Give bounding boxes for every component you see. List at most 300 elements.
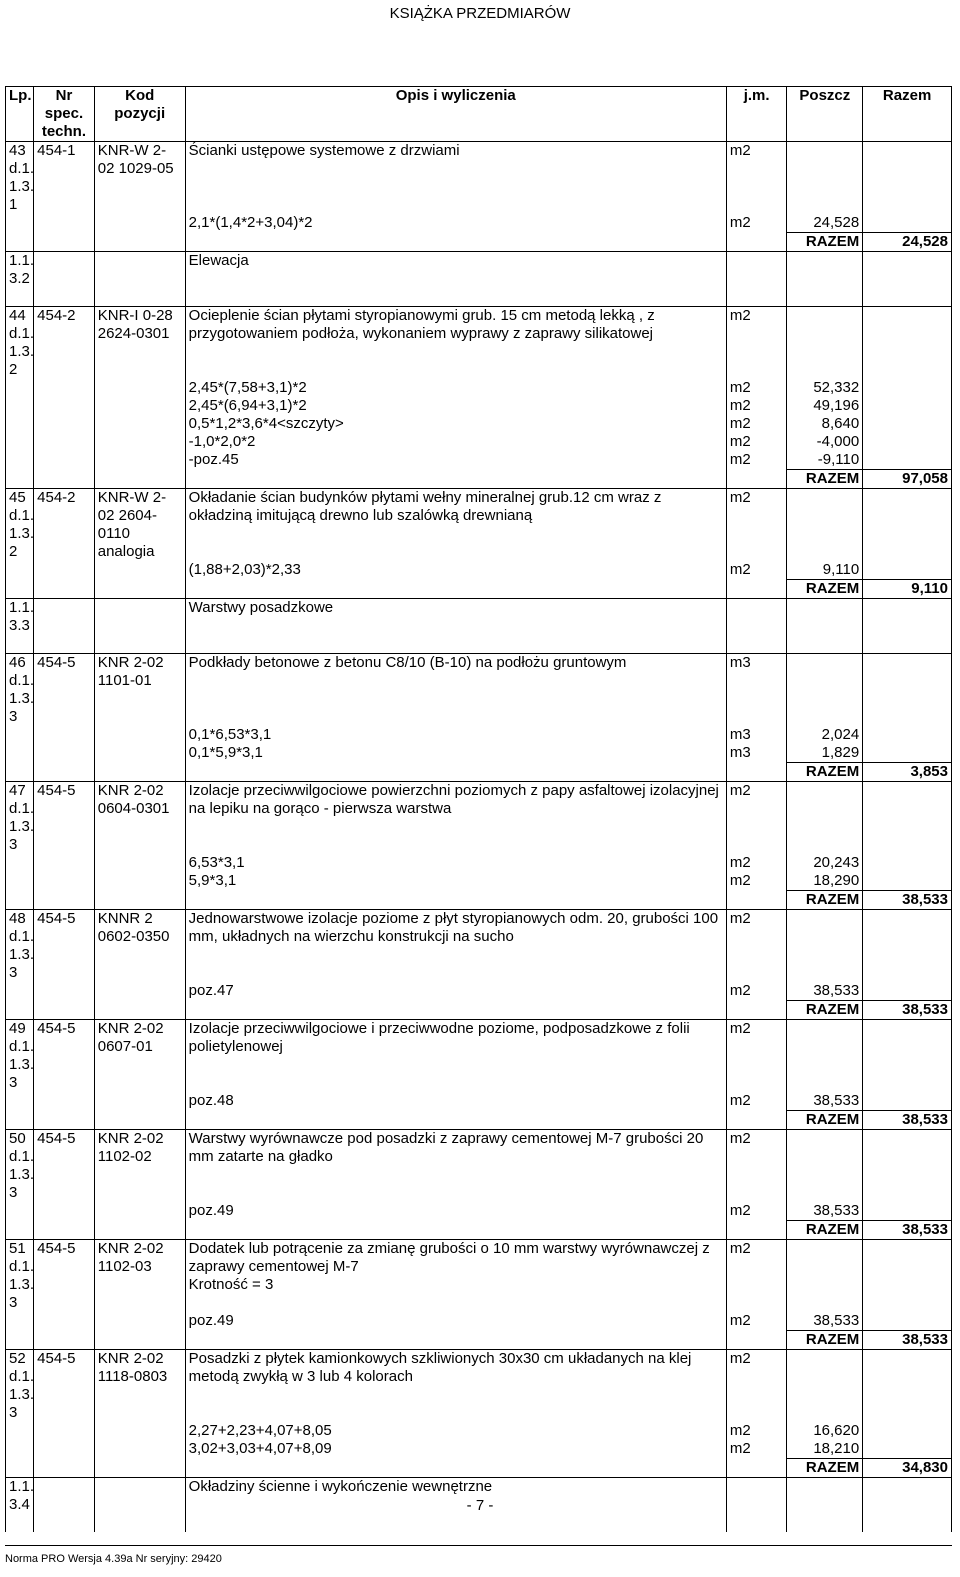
empty-cell [94, 397, 185, 415]
empty-cell [94, 561, 185, 580]
position-jm: m3 [726, 654, 787, 727]
empty-cell [726, 1111, 787, 1130]
empty-cell [94, 744, 185, 763]
empty-cell [6, 635, 34, 654]
razem-label: RAZEM [787, 1459, 863, 1478]
empty-cell [94, 470, 185, 489]
empty-cell [863, 1092, 952, 1111]
calc-value: -4,000 [787, 433, 863, 451]
empty-cell [863, 1350, 952, 1423]
empty-cell [787, 1514, 863, 1532]
empty-cell [34, 744, 95, 763]
razem-label: RAZEM [787, 580, 863, 599]
calc-value: 8,640 [787, 415, 863, 433]
empty-cell [6, 1422, 34, 1440]
empty-cell [863, 379, 952, 397]
position-jm: m2 [726, 1350, 787, 1423]
razem-label: RAZEM [787, 470, 863, 489]
section-lp: 1.1. 3.4 [6, 1478, 34, 1515]
empty-cell [34, 726, 95, 744]
empty-cell [34, 1331, 95, 1350]
calc-jm: m2 [726, 214, 787, 233]
empty-cell [726, 1514, 787, 1532]
empty-cell [6, 726, 34, 744]
empty-cell [6, 397, 34, 415]
calc-jm: m2 [726, 1092, 787, 1111]
position-row [6, 1350, 952, 1423]
empty-cell [726, 233, 787, 252]
razem-row [6, 1331, 952, 1350]
empty-cell [863, 599, 952, 636]
empty-cell [34, 872, 95, 891]
razem-row [6, 233, 952, 252]
empty-cell [787, 1350, 863, 1423]
calc-formula: 2,45*(6,94+3,1)*2 [185, 397, 726, 415]
empty-cell [34, 379, 95, 397]
razem-value: 38,533 [863, 891, 952, 910]
empty-cell [34, 982, 95, 1001]
empty-cell [6, 744, 34, 763]
calc-jm: m2 [726, 415, 787, 433]
empty-cell [863, 782, 952, 855]
empty-cell [34, 1202, 95, 1221]
empty-cell [863, 982, 952, 1001]
position-jm: m2 [726, 782, 787, 855]
empty-cell [726, 288, 787, 307]
calc-value: 24,528 [787, 214, 863, 233]
footer-text: Norma PRO Wersja 4.39a Nr seryjny: 29420 [5, 1553, 222, 1565]
calc-jm: m2 [726, 854, 787, 872]
position-kod: KNR-I 0-28 2624-0301 [94, 307, 185, 380]
empty-cell [6, 288, 34, 307]
empty-cell [34, 1111, 95, 1130]
calc-jm: m2 [726, 451, 787, 470]
position-opis-text: Izolacje przeciwwilgociowe i przeciwwodne poziome, podposadzkowe z folii polietylenowej [188, 1020, 690, 1055]
position-lp: 46 d.1. 1.3. 3 [6, 654, 34, 727]
empty-cell [787, 1020, 863, 1093]
razem-label: RAZEM [787, 1331, 863, 1350]
position-row [6, 782, 952, 855]
empty-cell [94, 288, 185, 307]
empty-cell [94, 635, 185, 654]
empty-cell [726, 891, 787, 910]
razem-row [6, 1221, 952, 1240]
calc-formula: 0,5*1,2*3,6*4<szczyty> [185, 415, 726, 433]
razem-row [6, 1111, 952, 1130]
razem-label: RAZEM [787, 891, 863, 910]
position-opis-text: Dodatek lub potrącenie za zmianę grubości o 10 mm warstwy wyrównawczej z zaprawy cementowej M-7 [188, 1240, 710, 1275]
position-nr-spec: 454-5 [34, 782, 95, 855]
empty-cell [34, 1422, 95, 1440]
empty-cell [6, 415, 34, 433]
position-opis-extra: Krotność = 3 [188, 1276, 274, 1293]
empty-cell [185, 288, 726, 307]
empty-cell [787, 1130, 863, 1203]
empty-cell [863, 142, 952, 215]
calc-formula: 2,27+2,23+4,07+8,05 [185, 1422, 726, 1440]
empty-cell [6, 433, 34, 451]
empty-cell [6, 1111, 34, 1130]
col-nr-spec: Nr spec. techn. [34, 87, 95, 142]
position-jm: m2 [726, 1020, 787, 1093]
przedmiar-table [5, 86, 952, 1532]
calc-row [6, 1312, 952, 1331]
razem-label: RAZEM [787, 763, 863, 782]
empty-cell [185, 1221, 726, 1240]
empty-cell [185, 763, 726, 782]
spacer-row [6, 635, 952, 654]
position-jm: m2 [726, 1130, 787, 1203]
section-title: Okładziny ścienne i wykończenie wewnętrzne [185, 1478, 726, 1515]
position-nr-spec: 454-2 [34, 489, 95, 562]
calc-value: 18,210 [787, 1440, 863, 1459]
razem-row [6, 763, 952, 782]
empty-cell [6, 1202, 34, 1221]
empty-cell [94, 1440, 185, 1459]
empty-cell [34, 763, 95, 782]
razem-value: 38,533 [863, 1111, 952, 1130]
position-kod: KNR 2-02 0604-0301 [94, 782, 185, 855]
empty-cell [863, 252, 952, 289]
empty-cell [787, 910, 863, 983]
position-opis-text: Posadzki z płytek kamionkowych szkliwionych 30x30 cm układanych na klej metodą zwykłą w 3 lub 4 kolorach [188, 1350, 692, 1385]
calc-value: 9,110 [787, 561, 863, 580]
empty-cell [863, 307, 952, 380]
empty-cell [34, 561, 95, 580]
razem-row [6, 1459, 952, 1478]
empty-cell [6, 451, 34, 470]
razem-row [6, 1001, 952, 1020]
empty-cell [94, 1202, 185, 1221]
empty-cell [94, 433, 185, 451]
empty-cell [6, 854, 34, 872]
position-lp: 45 d.1. 1.3. 2 [6, 489, 34, 562]
spacer-row [6, 288, 952, 307]
position-lp: 52 d.1. 1.3. 3 [6, 1350, 34, 1423]
empty-cell [787, 654, 863, 727]
position-nr-spec: 454-5 [34, 910, 95, 983]
calc-value: 49,196 [787, 397, 863, 415]
empty-cell [34, 1312, 95, 1331]
position-jm: m2 [726, 1240, 787, 1313]
empty-cell [6, 1440, 34, 1459]
empty-cell [6, 214, 34, 233]
position-opis [185, 307, 726, 380]
empty-cell [726, 599, 787, 636]
calc-jm: m2 [726, 1440, 787, 1459]
calc-value: 38,533 [787, 982, 863, 1001]
calc-row [6, 726, 952, 744]
empty-cell [94, 1092, 185, 1111]
empty-cell [6, 1221, 34, 1240]
razem-label: RAZEM [787, 1001, 863, 1020]
empty-cell [6, 233, 34, 252]
empty-cell [787, 142, 863, 215]
empty-cell [94, 1111, 185, 1130]
position-opis [185, 1240, 726, 1313]
position-opis-text: Jednowarstwowe izolacje poziome z płyt styropianowych odm. 20, grubości 100 mm, układnych na wierzchu konstrukcji na sucho [188, 910, 719, 945]
calc-jm: m2 [726, 1422, 787, 1440]
empty-cell [726, 1459, 787, 1478]
empty-cell [34, 1001, 95, 1020]
calc-jm: m2 [726, 433, 787, 451]
position-opis-text: Ocieplenie ścian płytami styropianowymi grub. 15 cm metodą lekką , z przygotowaniem podłoża, wykonaniem wyprawy z zaprawy silikatowej [188, 307, 655, 342]
empty-cell [726, 252, 787, 289]
empty-cell [787, 635, 863, 654]
spacer-row [6, 1514, 952, 1532]
position-jm: m2 [726, 142, 787, 215]
calc-formula: (1,88+2,03)*2,33 [185, 561, 726, 580]
empty-cell [94, 233, 185, 252]
calc-formula: 6,53*3,1 [185, 854, 726, 872]
empty-cell [94, 1459, 185, 1478]
razem-value: 24,528 [863, 233, 952, 252]
razem-value: 38,533 [863, 1221, 952, 1240]
position-nr-spec: 454-5 [34, 1130, 95, 1203]
calc-row [6, 561, 952, 580]
position-opis [185, 1130, 726, 1203]
empty-cell [863, 415, 952, 433]
section-row [6, 599, 952, 636]
calc-formula: poz.49 [185, 1202, 726, 1221]
position-kod: KNR 2-02 1102-02 [94, 1130, 185, 1203]
position-lp: 44 d.1. 1.3. 2 [6, 307, 34, 380]
razem-row [6, 470, 952, 489]
empty-cell [863, 214, 952, 233]
empty-cell [94, 580, 185, 599]
position-row [6, 910, 952, 983]
empty-cell [94, 854, 185, 872]
empty-cell [863, 910, 952, 983]
empty-cell [863, 1312, 952, 1331]
calc-value: 18,290 [787, 872, 863, 891]
calc-row [6, 854, 952, 872]
empty-cell [34, 580, 95, 599]
position-row [6, 1020, 952, 1093]
col-jm: j.m. [726, 87, 787, 142]
col-razem: Razem [863, 87, 952, 142]
empty-cell [6, 1001, 34, 1020]
empty-cell [94, 1221, 185, 1240]
calc-formula: poz.48 [185, 1092, 726, 1111]
position-opis-text: Okładanie ścian budynków płytami wełny mineralnej grub.12 cm wraz z okładziną imitującą drewno lub szalówką drewnianą [188, 489, 662, 524]
position-opis [185, 489, 726, 562]
page-header: KSIĄŻKA PRZEDMIARÓW [389, 5, 571, 22]
position-opis [185, 782, 726, 855]
position-opis [185, 910, 726, 983]
calc-formula: 2,1*(1,4*2+3,04)*2 [185, 214, 726, 233]
position-nr-spec: 454-5 [34, 1350, 95, 1423]
empty-cell [6, 1092, 34, 1111]
calc-jm: m2 [726, 982, 787, 1001]
position-kod: KNR 2-02 1118-0803 [94, 1350, 185, 1423]
position-kod: KNR-W 2-02 2604-0110 analogia [94, 489, 185, 562]
position-kod: KNR 2-02 1101-01 [94, 654, 185, 727]
calc-formula: 0,1*6,53*3,1 [185, 726, 726, 744]
calc-formula: 5,9*3,1 [185, 872, 726, 891]
empty-cell [94, 379, 185, 397]
empty-cell [94, 415, 185, 433]
empty-cell [6, 763, 34, 782]
empty-cell [6, 470, 34, 489]
empty-cell [787, 288, 863, 307]
empty-cell [34, 1459, 95, 1478]
empty-cell [34, 252, 95, 289]
empty-cell [863, 1202, 952, 1221]
empty-cell [34, 854, 95, 872]
calc-value: 1,829 [787, 744, 863, 763]
empty-cell [34, 451, 95, 470]
empty-cell [94, 214, 185, 233]
position-nr-spec: 454-1 [34, 142, 95, 215]
empty-cell [726, 580, 787, 599]
position-row [6, 1130, 952, 1203]
position-lp: 50 d.1. 1.3. 3 [6, 1130, 34, 1203]
empty-cell [185, 580, 726, 599]
calc-row [6, 451, 952, 470]
position-kod: KNR-W 2-02 1029-05 [94, 142, 185, 215]
calc-row [6, 872, 952, 891]
empty-cell [6, 1459, 34, 1478]
razem-label: RAZEM [787, 1221, 863, 1240]
calc-formula: poz.47 [185, 982, 726, 1001]
empty-cell [34, 397, 95, 415]
col-kod: Kod pozycji [94, 87, 185, 142]
position-nr-spec: 454-5 [34, 1240, 95, 1313]
calc-row [6, 397, 952, 415]
calc-jm: m2 [726, 1312, 787, 1331]
position-lp: 51 d.1. 1.3. 3 [6, 1240, 34, 1313]
empty-cell [787, 252, 863, 289]
table-header-row [6, 87, 952, 142]
calc-jm: m2 [726, 379, 787, 397]
section-title: Warstwy posadzkowe [185, 599, 726, 636]
razem-value: 34,830 [863, 1459, 952, 1478]
empty-cell [94, 1331, 185, 1350]
calc-value: 20,243 [787, 854, 863, 872]
empty-cell [34, 635, 95, 654]
position-lp: 47 d.1. 1.3. 3 [6, 782, 34, 855]
empty-cell [94, 1422, 185, 1440]
section-lp: 1.1. 3.2 [6, 252, 34, 289]
section-lp: 1.1. 3.3 [6, 599, 34, 636]
empty-cell [726, 763, 787, 782]
empty-cell [6, 561, 34, 580]
empty-cell [6, 1312, 34, 1331]
footer-divider [5, 1545, 952, 1546]
calc-formula: 3,02+3,03+4,07+8,09 [185, 1440, 726, 1459]
empty-cell [863, 1422, 952, 1440]
razem-value: 38,533 [863, 1001, 952, 1020]
empty-cell [94, 1312, 185, 1331]
empty-cell [94, 891, 185, 910]
empty-cell [6, 982, 34, 1001]
razem-row [6, 891, 952, 910]
empty-cell [34, 288, 95, 307]
calc-row [6, 1422, 952, 1440]
position-opis [185, 1350, 726, 1423]
empty-cell [185, 891, 726, 910]
position-kod: KNR 2-02 1102-03 [94, 1240, 185, 1313]
empty-cell [863, 561, 952, 580]
empty-cell [185, 1459, 726, 1478]
calc-formula: -1,0*2,0*2 [185, 433, 726, 451]
empty-cell [6, 379, 34, 397]
position-row [6, 489, 952, 562]
razem-label: RAZEM [787, 1111, 863, 1130]
position-opis [185, 142, 726, 215]
empty-cell [94, 982, 185, 1001]
calc-row [6, 1202, 952, 1221]
page-number: - 7 - [466, 1497, 494, 1514]
position-row [6, 307, 952, 380]
empty-cell [726, 1331, 787, 1350]
calc-value: 38,533 [787, 1202, 863, 1221]
empty-cell [34, 599, 95, 636]
empty-cell [787, 1240, 863, 1313]
calc-row [6, 982, 952, 1001]
calc-formula: 0,1*5,9*3,1 [185, 744, 726, 763]
calc-row [6, 1440, 952, 1459]
calc-row [6, 214, 952, 233]
position-opis-text: Izolacje przeciwwilgociowe powierzchni poziomych z papy asfaltowej izolacyjnej na lepiku na gorąco - pierwsza warstwa [188, 782, 719, 817]
position-nr-spec: 454-5 [34, 1020, 95, 1093]
empty-cell [6, 872, 34, 891]
position-kod: KNNR 2 0602-0350 [94, 910, 185, 983]
empty-cell [34, 214, 95, 233]
empty-cell [863, 635, 952, 654]
empty-cell [726, 1221, 787, 1240]
empty-cell [185, 1001, 726, 1020]
empty-cell [863, 1514, 952, 1532]
position-opis [185, 654, 726, 727]
calc-value: 38,533 [787, 1092, 863, 1111]
position-kod: KNR 2-02 0607-01 [94, 1020, 185, 1093]
empty-cell [863, 1240, 952, 1313]
empty-cell [34, 1514, 95, 1532]
empty-cell [185, 1331, 726, 1350]
position-row [6, 654, 952, 727]
position-opis-text: Podkłady betonowe z betonu C8/10 (B-10) na podłożu gruntowym [188, 654, 627, 671]
col-opis: Opis i wyliczenia [185, 87, 726, 142]
col-lp: Lp. [6, 87, 34, 142]
empty-cell [34, 1440, 95, 1459]
razem-row [6, 580, 952, 599]
calc-row [6, 415, 952, 433]
empty-cell [863, 433, 952, 451]
empty-cell [863, 854, 952, 872]
calc-row [6, 433, 952, 451]
position-lp: 43 d.1. 1.3. 1 [6, 142, 34, 215]
calc-row [6, 379, 952, 397]
calc-value: -9,110 [787, 451, 863, 470]
empty-cell [863, 1130, 952, 1203]
calc-row [6, 1092, 952, 1111]
position-opis-text: Warstwy wyrównawcze pod posadzki z zaprawy cementowej M-7 grubości 20 mm zatarte na gładko [188, 1130, 704, 1165]
calc-jm: m2 [726, 561, 787, 580]
calc-jm: m2 [726, 1202, 787, 1221]
empty-cell [863, 654, 952, 727]
empty-cell [185, 233, 726, 252]
empty-cell [787, 782, 863, 855]
empty-cell [863, 397, 952, 415]
empty-cell [787, 489, 863, 562]
razem-value: 9,110 [863, 580, 952, 599]
calc-formula: 2,45*(7,58+3,1)*2 [185, 379, 726, 397]
position-jm: m2 [726, 489, 787, 562]
razem-value: 38,533 [863, 1331, 952, 1350]
empty-cell [34, 1221, 95, 1240]
